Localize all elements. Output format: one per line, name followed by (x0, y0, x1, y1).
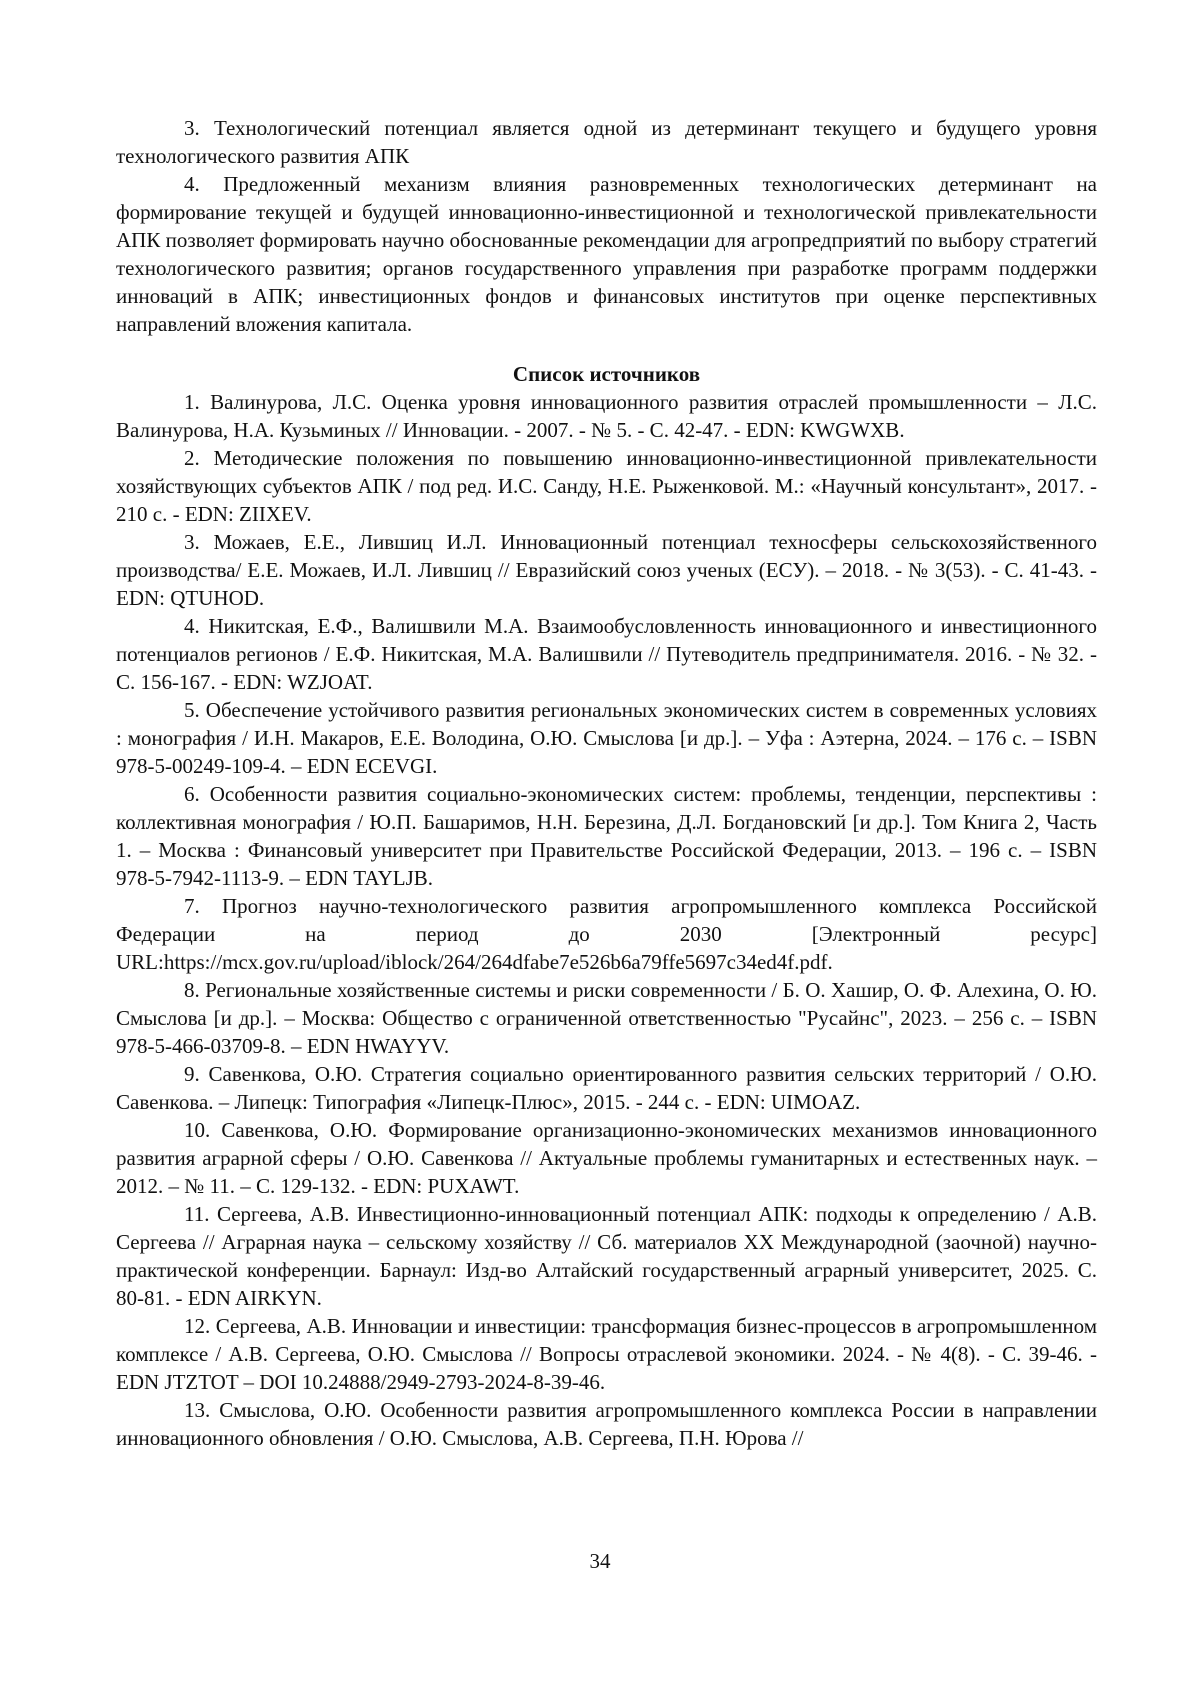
reference-item: 2. Методические положения по повышению инновационно-инвестиционной привлекательности хозяйствующих субъектов АПК / под ред. И.С. Санду, Н.Е. Рыженковой. М.: «Научный консультант», 2017. - 210 с. - EDN: ZIIXEV. (116, 444, 1097, 528)
reference-item: 12. Сергеева, А.В. Инновации и инвестиции: трансформация бизнес-процессов в агропромышленном комплексе / А.В. Сергеева, О.Ю. Смыслова // Вопросы отраслевой экономики. 2024. - № 4(8). - С. 39-46. - EDN JTZTOT – DOI 10.24888/2949-2793-2024-8-39-46. (116, 1312, 1097, 1396)
page-body (116, 114, 1097, 1452)
reference-item: 7. Прогноз научно-технологического развития агропромышленного комплекса Российской Федерации на период до 2030 [Электронный ресурс] URL:https://mcx.gov.ru/upload/iblock/264/264dfabe7e526b6a79ffe5697c34ed4f.pdf. (116, 892, 1097, 976)
reference-item: 4. Никитская, Е.Ф., Валишвили М.А. Взаимообусловленность инновационного и инвестиционного потенциалов регионов / Е.Ф. Никитская, М.А. Валишвили // Путеводитель предпринимателя. 2016. - № 32. - С. 156-167. - EDN: WZJOAT. (116, 612, 1097, 696)
reference-item: 11. Сергеева, А.В. Инвестиционно-инновационный потенциал АПК: подходы к определению / А.В. Сергеева // Аграрная наука – сельскому хозяйству // Сб. материалов XX Международной (заочной) научно-практической конференции. Барнаул: Изд-во Алтайский государственный аграрный университет, 2025. С. 80-81. - EDN AIRKYN. (116, 1200, 1097, 1312)
reference-item: 6. Особенности развития социально-экономических систем: проблемы, тенденции, перспективы : коллективная монография / Ю.П. Башаримов, Н.Н. Березина, Д.Л. Богдановский [и др.]. Том Книга 2, Часть 1. – Москва : Финансовый университет при Правительстве Российской Федерации, 2013. – 196 с. – ISBN 978-5-7942-1113-9. – EDN TAYLJB. (116, 780, 1097, 892)
reference-item: 8. Региональные хозяйственные системы и риски современности / Б. О. Хашир, О. Ф. Алехина, О. Ю. Смыслова [и др.]. – Москва: Общество с ограниченной ответственностью "Русайнс", 2023. – 256 с. – ISBN 978-5-466-03709-8. – EDN HWAYYV. (116, 976, 1097, 1060)
reference-item: 13. Смыслова, О.Ю. Особенности развития агропромышленного комплекса России в направлении инновационного обновления / О.Ю. Смыслова, А.В. Сергеева, П.Н. Юрова // (116, 1396, 1097, 1452)
reference-item: 9. Савенкова, О.Ю. Стратегия социально ориентированного развития сельских территорий / О.Ю. Савенкова. – Липецк: Типография «Липецк-Плюс», 2015. - 244 с. - EDN: UIMOAZ. (116, 1060, 1097, 1116)
references-heading: Список источников (116, 360, 1097, 388)
reference-item: 5. Обеспечение устойчивого развития региональных экономических систем в современных условиях : монография / И.Н. Макаров, Е.Е. Володина, О.Ю. Смыслова [и др.]. – Уфа : Аэтерна, 2024. – 176 с. – ISBN 978-5-00249-109-4. – EDN ECEVGI. (116, 696, 1097, 780)
reference-item: 10. Савенкова, О.Ю. Формирование организационно-экономических механизмов инновационного развития аграрной сферы / О.Ю. Савенкова // Актуальные проблемы гуманитарных и естественных наук. – 2012. – № 11. – С. 129-132. - EDN: PUXAWT. (116, 1116, 1097, 1200)
page-number: 34 (0, 1547, 1200, 1575)
reference-item: 1. Валинурова, Л.С. Оценка уровня инновационного развития отраслей промышленности – Л.С. Валинурова, Н.А. Кузьминых // Инновации. - 2007. - № 5. - С. 42-47. - EDN: KWGWXB. (116, 388, 1097, 444)
reference-item: 3. Можаев, Е.Е., Лившиц И.Л. Инновационный потенциал техносферы сельскохозяйственного производства/ Е.Е. Можаев, И.Л. Лившиц // Евразийский союз ученых (ЕСУ). – 2018. - № 3(53). - С. 41-43. - EDN: QTUHOD. (116, 528, 1097, 612)
document-page (0, 0, 1200, 1697)
conclusion-item-4: 4. Предложенный механизм влияния разновременных технологических детерминант на формирование текущей и будущей инновационно-инвестиционной и технологической привлекательности АПК позволяет формировать научно обоснованные рекомендации для агропредприятий по выбору стратегий технологического развития; органов государственного управления при разработке программ поддержки инноваций в АПК; инвестиционных фондов и финансовых институтов при оценке перспективных направлений вложения капитала. (116, 170, 1097, 338)
conclusion-item-3: 3. Технологический потенциал является одной из детерминант текущего и будущего уровня технологического развития АПК (116, 114, 1097, 170)
